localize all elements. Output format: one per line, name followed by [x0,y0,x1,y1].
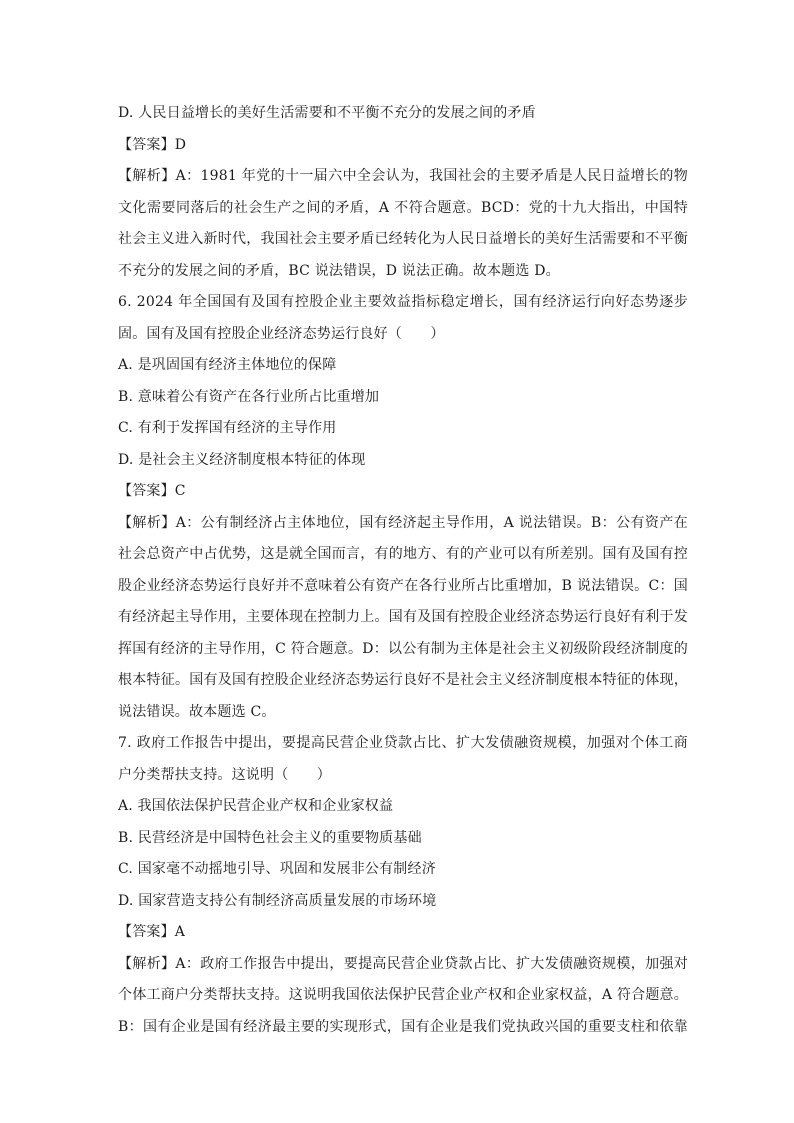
text-line: A. 我国依法保护民营企业产权和企业家权益 [118,798,394,814]
text-line: 固。国有及国有控股企业经济态势运行良好（ ） [118,325,445,342]
text-line: 【答案】C [118,483,186,499]
text-line: 【解析】A：政府工作报告中提出，要提高民营企业贷款占比、扩大发债融资规模，加强对 [118,955,688,972]
text-line: 社会主义进入新时代，我国社会主要矛盾已经转化为人民日益增长的美好生活需要和不平衡 [118,231,688,247]
text-line: B：国有企业是国有经济最主要的实现形式，国有企业是我们党执政兴国的重要支柱和依靠 [118,1018,688,1035]
text-line: C. 有利于发挥国有经济的主导作用 [118,420,337,436]
text-line: A. 是巩固国有经济主体地位的保障 [118,357,337,373]
text-line: 社会总资产中占优势，这是就全国而言，有的地方、有的产业可以有所差别。国有及国有控 [118,546,688,562]
text-line: 不充分的发展之间的矛盾，BC 说法错误，D 说法正确。故本题选 D。 [118,262,560,279]
text-line: 挥国有经济的主导作用，C 符合题意。D：以公有制为主体是社会主义初级阶段经济制度的 [118,640,688,657]
text-line: 户分类帮扶支持。这说明（ ） [118,766,331,783]
text-line: 【解析】A：公有制经济占主体地位，国有经济起主导作用，A 说法错误。B：公有资产在 [118,514,688,531]
text-line: 【解析】A：1981 年党的十一届六中全会认为，我国社会的主要矛盾是人民日益增长的物 [118,168,688,184]
document-page [118,98,688,1043]
text-line: 说法错误。故本题选 C。 [118,703,276,720]
text-line: D. 是社会主义经济制度根本特征的体现 [118,451,366,468]
text-line: 【答案】A [118,924,186,940]
text-line: 股企业经济态势运行良好并不意味着公有资产在各行业所占比重增加，B 说法错误。C：国 [118,577,688,594]
text-line: 6. 2024 年全国国有及国有控股企业主要效益指标稳定增长，国有经济运行向好态势逐步 [118,294,688,310]
text-line: 【答案】D [118,136,187,153]
text-line: 7. 政府工作报告中提出，要提高民营企业贷款占比、扩大发债融资规模，加强对个体工商 [118,735,688,751]
text-line: D. 人民日益增长的美好生活需要和不平衡不充分的发展之间的矛盾 [118,105,536,121]
text-line: D. 国家营造支持公有制经济高质量发展的市场环境 [118,892,437,909]
text-line: 有经济起主导作用，主要体现在控制力上。国有及国有控股企业经济态势运行良好有利于发 [118,609,688,625]
text-line: 个体工商户分类帮扶支持。这说明我国依法保护民营企业产权和企业家权益，A 符合题意。 [118,987,688,1003]
text-line: 根本特征。国有及国有控股企业经济态势运行良好不是社会主义经济制度根本特征的体现， [118,672,688,688]
text-line: B. 意味着公有资产在各行业所占比重增加 [118,388,380,405]
text-line: B. 民营经济是中国特色社会主义的重要物质基础 [118,829,422,846]
text-line: 文化需要同落后的社会生产之间的矛盾，A 不符合题意。BCD：党的十九大指出，中国特 [118,199,688,216]
text-line: C. 国家毫不动摇地引导、巩固和发展非公有制经济 [118,861,436,877]
